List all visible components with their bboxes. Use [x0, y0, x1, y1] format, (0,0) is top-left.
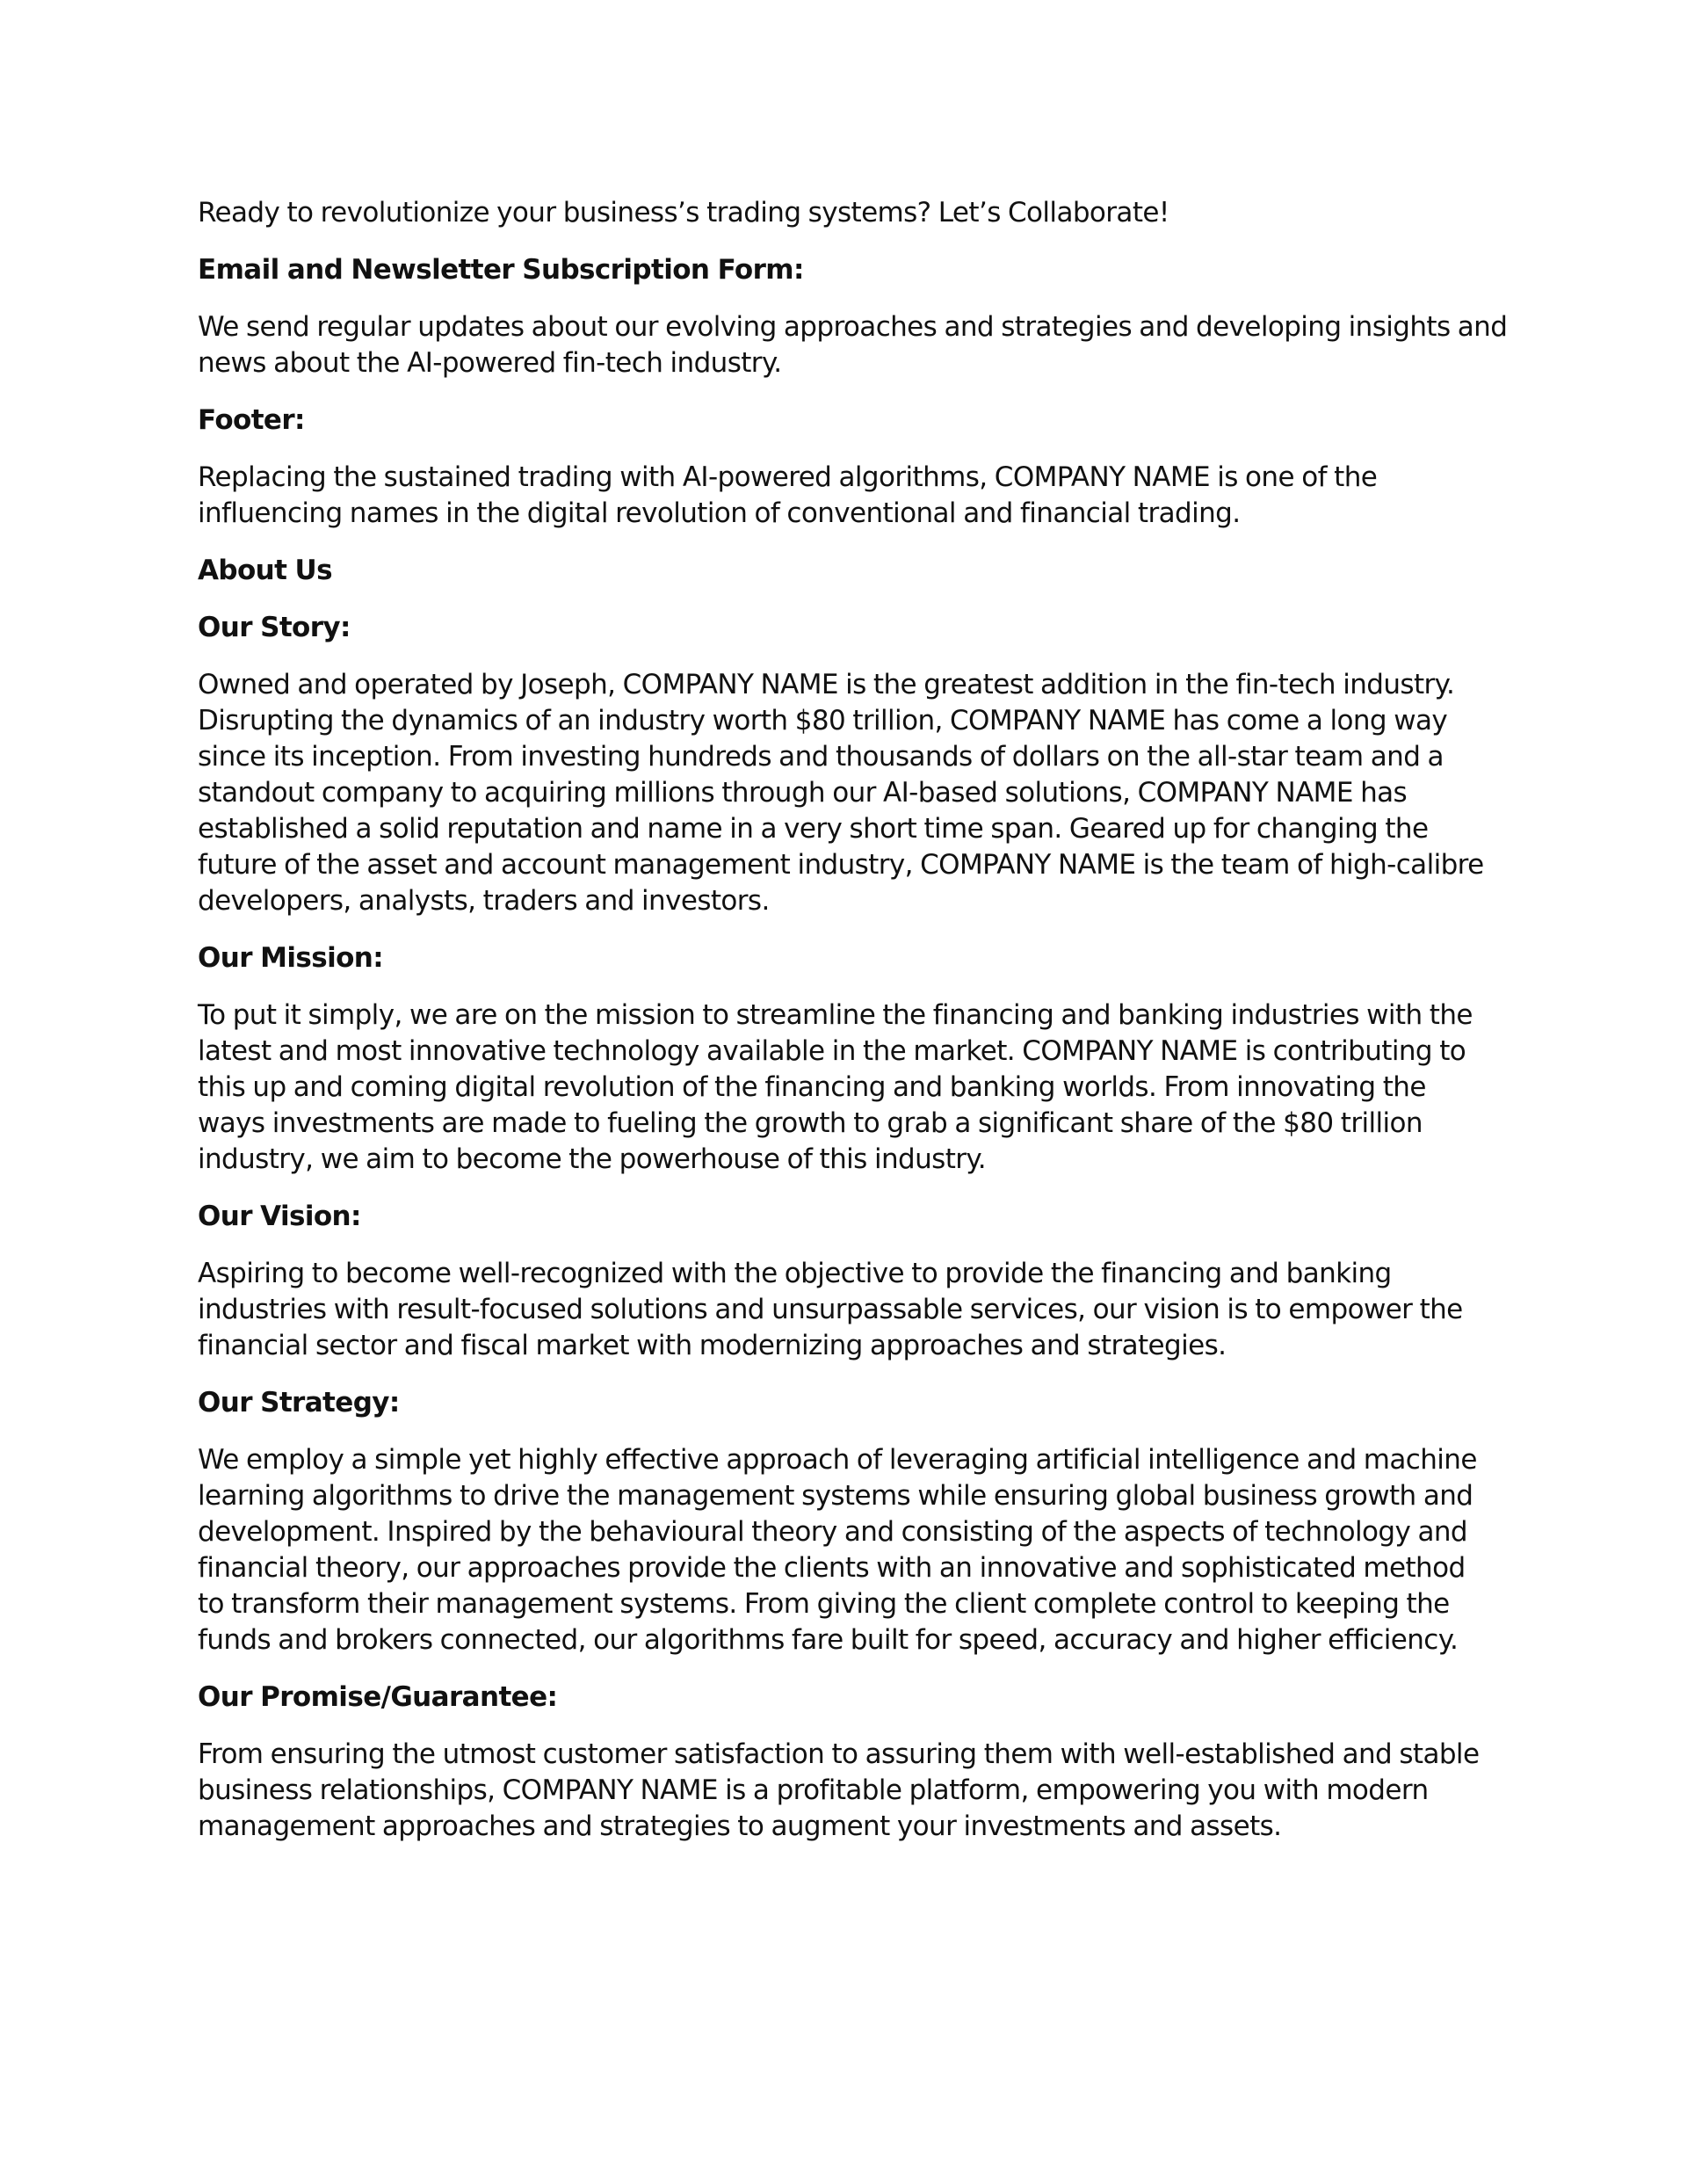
text-line: management approaches and strategies to augment your investments and assets.	[198, 1810, 1282, 1842]
text-line: influencing names in the digital revolution of conventional and financial trading.	[198, 497, 1241, 529]
text-line: ways investments are made to fueling the growth to grab a significant share of the $80 trillion	[198, 1107, 1423, 1139]
newsletter-paragraph	[198, 309, 1508, 381]
text-line: since its inception. From investing hundreds and thousands of dollars on the all-star team and a	[198, 741, 1444, 773]
footer-paragraph	[198, 460, 1498, 532]
document-page	[198, 195, 1508, 1866]
our-story-paragraph	[198, 667, 1498, 919]
text-line: industry, we aim to become the powerhouse of this industry.	[198, 1143, 986, 1175]
text-line: Owned and operated by Joseph, COMPANY NAME is the greatest addition in the fin-tech industry.	[198, 669, 1455, 700]
text-line: funds and brokers connected, our algorithms fare built for speed, accuracy and higher efficiency.	[198, 1624, 1459, 1656]
our-mission-heading: Our Mission:	[198, 942, 384, 974]
text-line: financial theory, our approaches provide the clients with an innovative and sophisticated method	[198, 1552, 1466, 1584]
text-line: established a solid reputation and name in a very short time span. Geared up for changing the	[198, 813, 1429, 845]
text-line: To put it simply, we are on the mission to streamline the financing and banking industries with the	[198, 999, 1473, 1031]
text-line: development. Inspired by the behavioural theory and consisting of the aspects of technology and	[198, 1516, 1467, 1548]
text-line: this up and coming digital revolution of the financing and banking worlds. From innovating the	[198, 1071, 1426, 1103]
our-strategy-paragraph	[198, 1442, 1498, 1658]
intro-text: Ready to revolutionize your business’s trading systems? Let’s Collaborate!	[198, 197, 1169, 229]
about-us-heading: About Us	[198, 555, 332, 586]
our-promise-paragraph	[198, 1737, 1498, 1845]
text-line: We employ a simple yet highly effective approach of leveraging artificial intelligence and machine	[198, 1444, 1477, 1476]
our-story-heading: Our Story:	[198, 612, 351, 643]
our-vision-paragraph	[198, 1256, 1498, 1364]
our-mission-paragraph	[198, 998, 1498, 1178]
text-line: latest and most innovative technology available in the market. COMPANY NAME is contributing to	[198, 1035, 1466, 1067]
text-line: news about the AI-powered fin-tech industry.	[198, 347, 782, 379]
text-line: From ensuring the utmost customer satisfaction to assuring them with well-established and stable	[198, 1738, 1480, 1770]
text-line: learning algorithms to drive the management systems while ensuring global business growth and	[198, 1480, 1473, 1512]
newsletter-heading: Email and Newsletter Subscription Form:	[198, 254, 804, 286]
our-strategy-heading: Our Strategy:	[198, 1387, 400, 1419]
our-vision-heading: Our Vision:	[198, 1201, 361, 1232]
text-line: developers, analysts, traders and investors.	[198, 885, 770, 917]
our-promise-heading: Our Promise/Guarantee:	[198, 1681, 558, 1713]
text-line: Disrupting the dynamics of an industry worth $80 trillion, COMPANY NAME has come a long way	[198, 705, 1448, 736]
text-line: to transform their management systems. From giving the client complete control to keeping the	[198, 1588, 1450, 1620]
footer-heading: Footer:	[198, 404, 305, 436]
text-line: industries with result-focused solutions and unsurpassable services, our vision is to empower the	[198, 1294, 1463, 1325]
text-line: financial sector and fiscal market with modernizing approaches and strategies.	[198, 1330, 1227, 1361]
text-line: business relationships, COMPANY NAME is a profitable platform, empowering you with modern	[198, 1774, 1429, 1806]
text-line: Aspiring to become well-recognized with the objective to provide the financing and banking	[198, 1258, 1392, 1289]
text-line: standout company to acquiring millions through our AI-based solutions, COMPANY NAME has	[198, 777, 1408, 809]
text-line: Replacing the sustained trading with AI-powered algorithms, COMPANY NAME is one of the	[198, 461, 1378, 493]
text-line: We send regular updates about our evolving approaches and strategies and developing insights and	[198, 311, 1508, 343]
text-line: future of the asset and account management industry, COMPANY NAME is the team of high-calibre	[198, 849, 1484, 881]
